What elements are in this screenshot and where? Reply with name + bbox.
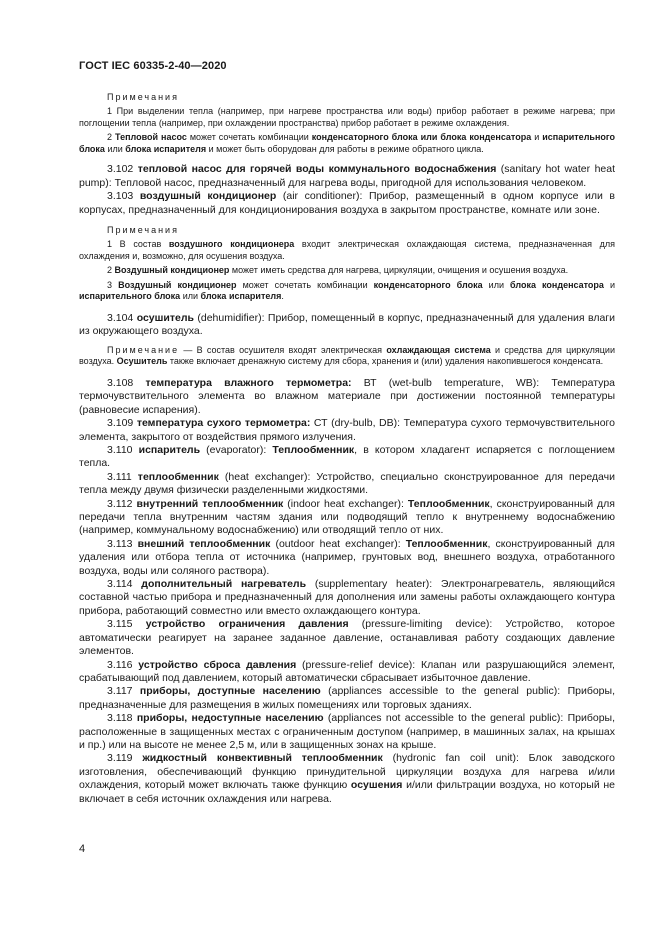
definition-3-108: 3.108 температура влажного термометра: ВТ (wet-bulb temperature, WB): Температура термочувствительного элемента во влажном материале при достижении постоянной температуры (равновесие испарения).	[79, 376, 615, 416]
definition-3-117: 3.117 приборы, доступные населению (appliances accessible to the general public): Приборы, предназначенные для размещения в жилых помещениях или торговых зданиях.	[79, 685, 615, 711]
definition-3-111: 3.111 теплообменник (heat exchanger): Устройство, специально сконструированное для передачи тепла между двумя физически разделенными жидкостями.	[79, 470, 615, 497]
document-header: ГОСТ IEC 60335-2-40—2020	[79, 60, 227, 72]
note-item: 2 Тепловой насос может сочетать комбинации конденсаторного блока или блока конденсатора и испарительного блока или блока испарителя и может быть оборудован для работы в режиме обратного цикла.	[79, 132, 615, 154]
definition-3-115: 3.115 устройство ограничения давления (pressure-limiting device): Устройство, которое автоматически реагирует на заранее заданное давление, останавливая работу создающих давление элементов.	[79, 618, 616, 658]
notes-heading: Примечания	[107, 225, 179, 235]
note-item: 1 В состав воздушного кондиционера входит электрическая охлаждающая система, предназначенная для охлаждения и, возможно, для осушения воздуха.	[79, 239, 615, 261]
note-item: Примечание — В состав осушителя входят электрическая охлаждающая система и средства для циркуляции воздуха. Осушитель также включает дренажную систему для сбора, хранения и (или) удаления накопившегося конденсата.	[79, 344, 615, 367]
note-item: 1 При выделении тепла (например, при нагреве пространства или воды) прибор работает в режиме нагрева; при поглощении тепла (например, при охлаждении пространства) прибор работает в режиме охлаждения.	[79, 106, 615, 128]
definition-3-104: 3.104 осушитель (dehumidifier): Прибор, помещенный в корпус, предназначенный для удаления влаги из окружающего воздуха.	[79, 311, 615, 338]
definition-3-103: 3.103 воздушный кондиционер (air conditioner): Прибор, размещенный в одном корпусе или в корпусах, предназначенный для кондиционирования воздуха в закрытом пространстве, комнате или зоне.	[79, 190, 615, 216]
page-number: 4	[79, 843, 86, 855]
definition-3-116: 3.116 устройство сброса давления (pressure-relief device): Клапан или разрушающийся элемент, срабатывающий под давлением, который автоматически сбрасывает избыточное давление.	[79, 658, 615, 684]
note-item: 3 Воздушный кондиционер может сочетать комбинации конденсаторного блока или блока конденсатора и испарительного блока или блока испарителя.	[79, 279, 616, 302]
definition-3-110: 3.110 испаритель (evaporator): Теплообменник, в котором хладагент испаряется с поглощением тепла.	[79, 444, 615, 470]
definition-3-113: 3.113 внешний теплообменник (outdoor heat exchanger): Теплообменник, сконструированный для удаления или отбора тепла от источника (например, грунтовых вод, внешнего воздуха, отработанного воздуха, воды или соляного раствора).	[79, 537, 615, 577]
definition-3-102: 3.102 тепловой насос для горячей воды коммунального водоснабжения (sanitary hot water heat pump): Тепловой насос, предназначенный для нагрева воды, пригодной для использования человеком.	[79, 163, 616, 189]
definition-3-118: 3.118 приборы, недоступные населению (appliances not accessible to the general public): Приборы, расположенные в защищенных местах с ограниченным доступом (например, в машинных залах, на крышах и пр.) или на высоте не менее 2,5 м, или в защищенных зонах на крыше.	[79, 712, 616, 751]
definition-3-119: 3.119 жидкостный конвективный теплообменник (hydronic fan coil unit): Блок заводского изготовления, обеспечивающий функцию принудительной циркуляции воздуха для нагрева и/или охлаждения, который может включать также функцию осушения и/или фильтрации воздуха, но который не включает в себя источник охлаждения или нагрева.	[79, 752, 616, 805]
definition-3-112: 3.112 внутренний теплообменник (indoor heat exchanger): Теплообменник, сконструированный для передачи тепла внутренним частям здания или подводящий тепло к внутреннему водоснабжению (например, коммунальному водоснабжению) или отводящий тепло от них.	[79, 497, 615, 537]
note-item: 2 Воздушный кондиционер может иметь средства для нагрева, циркуляции, очищения и осушения воздуха.	[107, 265, 569, 276]
notes-heading: Примечания	[107, 92, 179, 102]
definition-3-114: 3.114 дополнительный нагреватель (supplementary heater): Электронагреватель, являющийся составной частью прибора и предназначенный для дополнения или замены работы охлаждающего контура прибора, работающий совместно или вместо охлаждающего контура.	[79, 578, 615, 617]
definition-3-109: 3.109 температура сухого термометра: СТ (dry-bulb, DB): Температура сухого термочувствительного элемента, закрытого от воздействия прямого излучения.	[79, 417, 615, 443]
document-body	[79, 92, 615, 806]
